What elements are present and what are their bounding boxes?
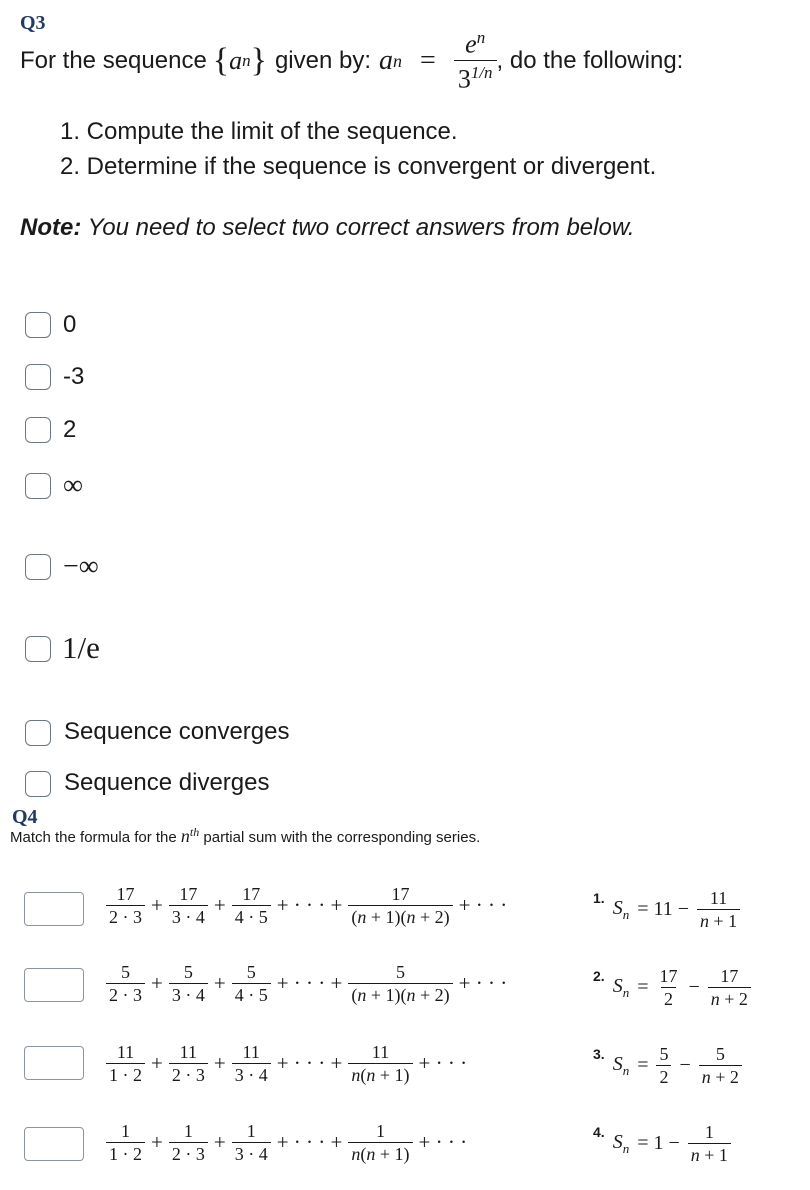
option-infinity-label: ∞ <box>63 470 83 501</box>
plus-sign: + <box>151 971 163 996</box>
option-0-label: 0 <box>63 311 77 338</box>
series-term-fraction: $\frac{17}{3 \cdot 4}$ <box>169 884 208 927</box>
formula-lhs: a <box>379 45 394 76</box>
series-row <box>106 884 507 927</box>
series-term-fraction: $\frac{1}{1 \cdot 2}$ <box>106 1121 145 1164</box>
series-term-fraction: $\frac{5}{2 \cdot 3}$ <box>106 962 145 1005</box>
choice-item <box>593 1122 731 1165</box>
q3-intro: For the sequence { a n } given by: a n = $\frac{e^n}{3^{1/n}}$ , do the following: <box>20 27 684 94</box>
plus-sign: + <box>213 1051 226 1076</box>
series-general-term: $\frac{17}{(n + 1)(n + 2)}$ <box>348 884 452 927</box>
choice-item <box>593 1044 742 1087</box>
ellipsis-plus: + · · · + <box>276 1130 343 1155</box>
q3-intro-after: , do the following: <box>496 47 684 74</box>
series-tail: + · · · <box>458 971 508 996</box>
match-answer-box-2[interactable] <box>24 968 84 1002</box>
series-term-fraction: $\frac{11}{3 \cdot 4}$ <box>232 1042 271 1085</box>
series-term-fraction: $\frac{17}{2 \cdot 3}$ <box>106 884 145 927</box>
option-infinity-checkbox[interactable] <box>25 473 51 499</box>
seq-symbol: a <box>229 46 243 75</box>
task-2: 2. Determine if the sequence is convergent or divergent. <box>60 153 657 180</box>
choice-expr: = 11 − <box>637 898 690 921</box>
minus-sign: − <box>679 1054 691 1077</box>
sequence-formula-fraction: $\frac{e^n}{3^{1/n}}$ <box>454 28 497 94</box>
series-term-fraction: $\frac{17}{4 \cdot 5}$ <box>232 884 271 927</box>
plus-sign: + <box>213 893 226 918</box>
option-neg-infinity-label: −∞ <box>63 551 99 582</box>
choice-fraction: $\frac{5}{n + 2}$ <box>699 1044 742 1087</box>
minus-sign: − <box>688 976 700 999</box>
series-tail: + · · · <box>418 1051 468 1076</box>
q4-title: Q4 <box>12 806 38 828</box>
series-term-fraction: $\frac{5}{4 \cdot 5}$ <box>232 962 271 1005</box>
choice-item <box>593 966 751 1009</box>
task-1: 1. Compute the limit of the sequence. <box>60 118 458 145</box>
series-row <box>106 1042 467 1085</box>
choice-index: 4. <box>593 1124 605 1140</box>
option-neg-infinity-checkbox[interactable] <box>25 554 51 580</box>
option-0-checkbox[interactable] <box>25 312 51 338</box>
series-term-fraction: $\frac{11}{2 \cdot 3}$ <box>169 1042 208 1085</box>
choice-fraction: $\frac{1}{n + 1}$ <box>688 1122 731 1165</box>
option-converges-checkbox[interactable] <box>25 720 51 746</box>
choice-lhs: $S_n$ <box>612 896 630 922</box>
choice-index: 1. <box>593 890 605 906</box>
plus-sign: + <box>213 1130 226 1155</box>
choice-expr: = <box>637 1054 649 1077</box>
choice-index: 2. <box>593 968 605 984</box>
option-1-over-e-checkbox[interactable] <box>25 636 51 662</box>
option-converges-label: Sequence converges <box>64 718 290 745</box>
plus-sign: + <box>151 893 163 918</box>
choice-fraction: $\frac{11}{n + 1}$ <box>697 888 740 931</box>
series-general-term: $\frac{5}{(n + 1)(n + 2)}$ <box>348 962 452 1005</box>
series-row <box>106 962 507 1005</box>
option-1-over-e-label: 1/e <box>62 630 100 665</box>
choice-item <box>593 888 740 931</box>
ellipsis-plus: + · · · + <box>276 893 343 918</box>
choice-fraction: $\frac{17}{n + 2}$ <box>708 966 751 1009</box>
plus-sign: + <box>151 1051 163 1076</box>
option-diverges-label: Sequence diverges <box>64 769 270 796</box>
match-answer-box-4[interactable] <box>24 1127 84 1161</box>
match-answer-box-1[interactable] <box>24 892 84 926</box>
series-term-fraction: $\frac{1}{3 \cdot 4}$ <box>232 1121 271 1164</box>
choice-expr: = 1 − <box>637 1132 680 1155</box>
ellipsis-plus: + · · · + <box>276 1051 343 1076</box>
match-answer-box-3[interactable] <box>24 1046 84 1080</box>
series-term-fraction: $\frac{11}{1 \cdot 2}$ <box>106 1042 145 1085</box>
choice-lhs: $S_n$ <box>612 1052 630 1078</box>
plus-sign: + <box>151 1130 163 1155</box>
option-2-checkbox[interactable] <box>25 417 51 443</box>
series-tail: + · · · <box>458 893 508 918</box>
given-by-text: given by: <box>274 47 372 74</box>
option-neg3-checkbox[interactable] <box>25 364 51 390</box>
option-neg3-label: -3 <box>63 363 85 390</box>
q3-note: Note: You need to select two correct answers from below. <box>20 214 635 241</box>
q4-prompt: Match the formula for the $n^{th}$ partial sum with the corresponding series. <box>10 825 481 846</box>
choice-expr: = <box>637 976 649 999</box>
series-general-term: $\frac{1}{n(n + 1)}$ <box>348 1121 412 1164</box>
series-tail: + · · · <box>418 1130 468 1155</box>
option-diverges-checkbox[interactable] <box>25 771 51 797</box>
ellipsis-plus: + · · · + <box>276 971 343 996</box>
plus-sign: + <box>213 971 226 996</box>
choice-lhs: $S_n$ <box>612 1130 630 1156</box>
series-row <box>106 1121 467 1164</box>
q3-title: Q3 <box>20 12 46 34</box>
choice-lhs: $S_n$ <box>612 974 630 1000</box>
q3-intro-text: For the sequence <box>20 47 207 74</box>
choice-fraction: $\frac{5}{2}$ <box>656 1044 671 1087</box>
series-general-term: $\frac{11}{n(n + 1)}$ <box>348 1042 412 1085</box>
series-term-fraction: $\frac{1}{2 \cdot 3}$ <box>169 1121 208 1164</box>
series-term-fraction: $\frac{5}{3 \cdot 4}$ <box>169 962 208 1005</box>
choice-index: 3. <box>593 1046 605 1062</box>
choice-fraction: $\frac{17}{2}$ <box>659 966 678 1009</box>
option-2-label: 2 <box>63 416 77 443</box>
